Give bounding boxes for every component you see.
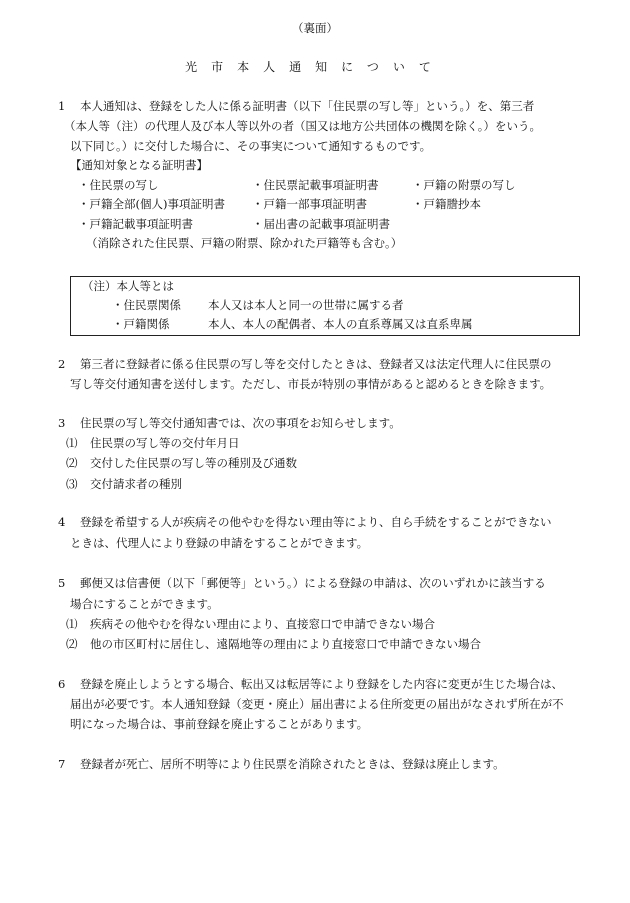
item-text: 疾病その他やむを得ない理由により、直接窓口で申請できない場合: [90, 617, 435, 631]
section-line: 登録を廃止しようとする場合、転出又は転居等により登録をした内容に変更が生じた場合は、: [80, 677, 563, 691]
reverse-side-label: （裏面）: [292, 21, 338, 35]
cert-item: ・住民票記載事項証明書: [252, 178, 379, 192]
note-row-text: 本人、本人の配偶者、本人の直系尊属又は直系卑属: [208, 317, 473, 331]
item-number: ⑵: [66, 456, 78, 470]
cert-item: ・戸籍の附票の写し: [412, 178, 516, 192]
cert-item: ・住民票の写し: [78, 178, 159, 192]
cert-item: ・戸籍全部(個人)事項証明書: [78, 197, 225, 211]
cert-item: ・戸籍謄抄本: [412, 197, 481, 211]
note-row-label: ・住民票関係: [112, 298, 181, 312]
item-text: 交付した住民票の写し等の種別及び通数: [90, 456, 297, 470]
section-line: 写し等交付通知書を送付します。ただし、市長が特別の事情があると認めるときを除きます。: [70, 377, 552, 391]
item-text: 住民票の写し等の交付年月日: [90, 436, 240, 450]
section-line: 明になった場合は、事前登録を廃止することがあります。: [70, 717, 369, 731]
section-number: 6: [58, 677, 66, 691]
section-line: 以下同じ。）に交付した場合に、その事実について通知するものです。: [70, 139, 432, 153]
item-number: ⑵: [66, 637, 78, 651]
section-line: 第三者に登録者に係る住民票の写し等を交付したときは、登録者又は法定代理人に住民票の: [80, 357, 552, 371]
section-line: 登録を希望する人が疾病その他やむを得ない理由等により、自ら手続をすることができない: [80, 515, 552, 529]
cert-item: ・届出書の記載事項証明書: [252, 217, 390, 231]
item-number: ⑴: [66, 436, 78, 450]
page-title: 光市本人通知について: [185, 60, 445, 74]
section-line: 登録者が死亡、居所不明等により住民票を消除されたときは、登録は廃止します。: [80, 757, 505, 771]
section-number: 4: [58, 515, 66, 529]
section-number: 7: [58, 757, 66, 771]
section-number: 3: [58, 416, 66, 430]
cert-note: （消除された住民票、戸籍の附票、除かれた戸籍等も含む。）: [86, 236, 403, 250]
cert-item: ・戸籍記載事項証明書: [78, 217, 193, 231]
note-row-label: ・戸籍関係: [112, 317, 170, 331]
item-text: 他の市区町村に居住し、遠隔地等の理由により直接窓口で申請できない場合: [90, 637, 481, 651]
section-line: （本人等（注）の代理人及び本人等以外の者（国又は地方公共団体の機関を除く。）をいう。: [64, 119, 542, 133]
section-number: 1: [58, 99, 66, 113]
section-number: 5: [58, 576, 66, 590]
section-line: 郵便又は信書便（以下「郵便等」という。）による登録の申請は、次のいずれかに該当する: [80, 576, 546, 590]
section-line: 場合にすることができます。: [70, 597, 219, 611]
section-line: 本人通知は、登録をした人に係る証明書（以下「住民票の写し等」という。）を、第三者: [80, 99, 535, 113]
item-number: ⑴: [66, 617, 78, 631]
section-line: 届出が必要です。本人通知登録（変更・廃止）届出書による住所変更の届出がなされず所在が不: [70, 697, 564, 711]
item-text: 交付請求者の種別: [90, 477, 182, 491]
section-number: 2: [58, 357, 66, 371]
note-row-text: 本人又は本人と同一の世帯に属する者: [208, 298, 404, 312]
cert-list-heading: 【通知対象となる証明書】: [70, 158, 208, 172]
note-heading: （注）本人等とは: [82, 279, 174, 293]
section-line: 住民票の写し等交付通知書では、次の事項をお知らせします。: [80, 416, 401, 430]
section-line: ときは、代理人により登録の申請をすることができます。: [70, 536, 369, 550]
item-number: ⑶: [66, 477, 78, 491]
cert-item: ・戸籍一部事項証明書: [252, 197, 367, 211]
